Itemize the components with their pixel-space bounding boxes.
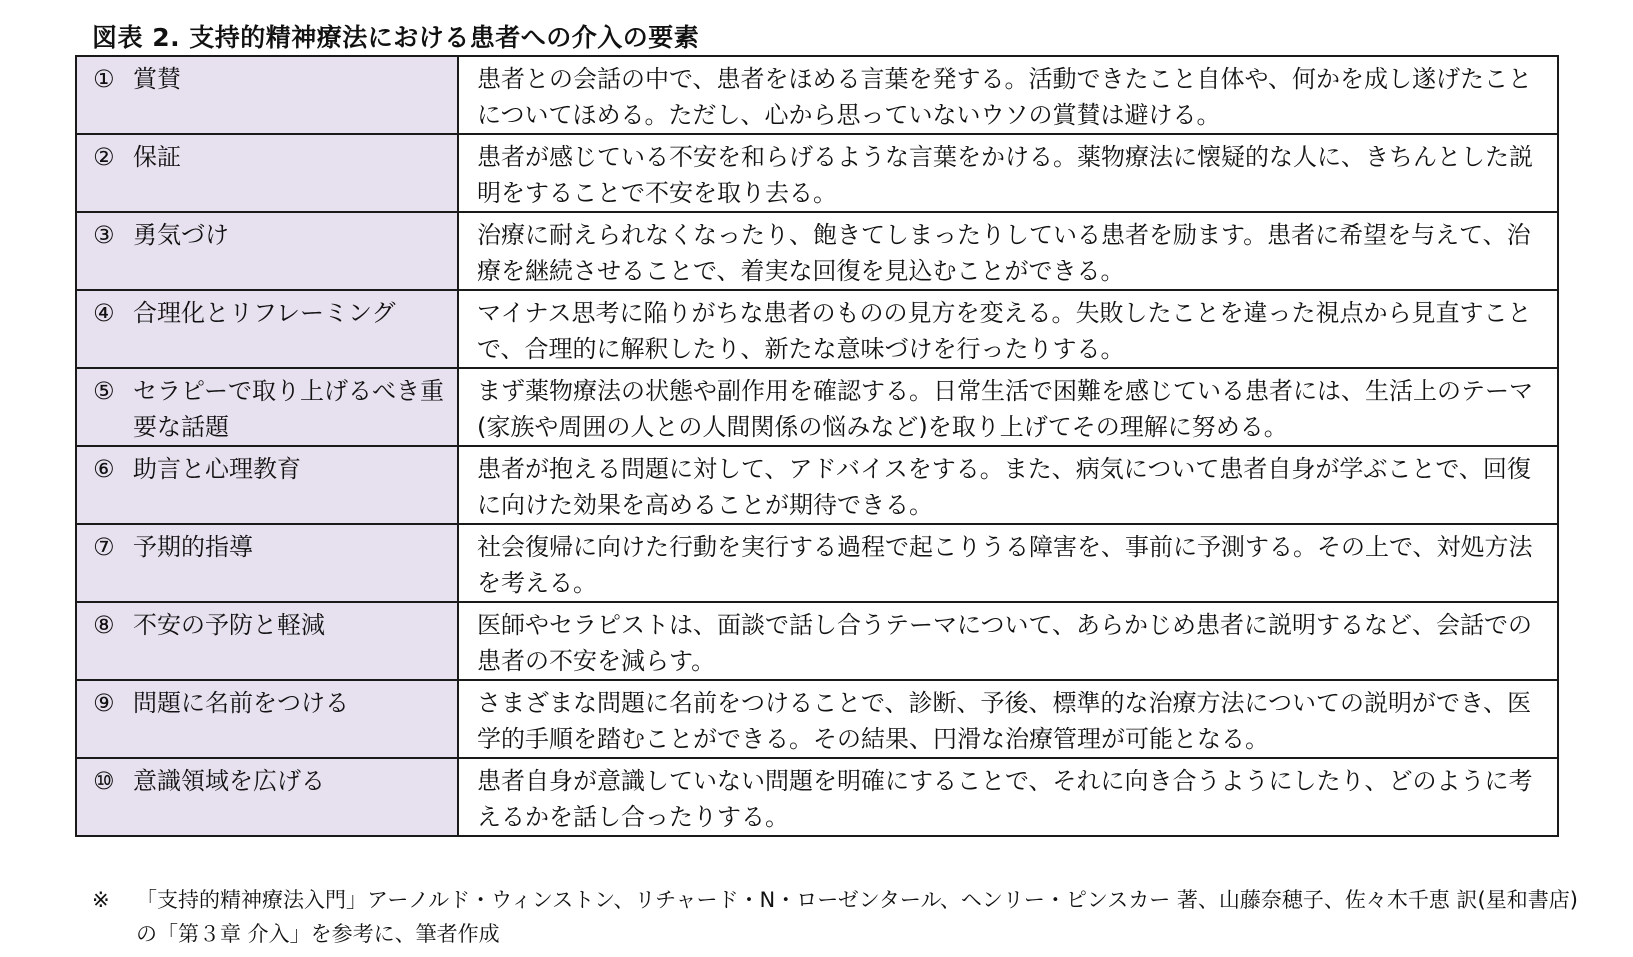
row-description: マイナス思考に陥りがちな患者のものの見方を変える。失敗したことを違った視点から見直すことで、合理的に解釈したり、新たな意味づけを行ったりする。: [458, 290, 1558, 368]
row-number: ⑦: [93, 533, 115, 561]
row-label-cell: [76, 368, 458, 446]
row-number: ①: [93, 65, 115, 93]
table-row: [76, 134, 1558, 212]
row-label: 助言と心理教育: [133, 455, 301, 483]
row-label-cell: [76, 446, 458, 524]
row-number: ③: [93, 221, 115, 249]
row-label-cell: [76, 290, 458, 368]
table-row: [76, 290, 1558, 368]
note-text: 「支持的精神療法入門」アーノルド・ウィンストン、リチャード・N・ローゼンタール、ヘンリー・ピンスカー 著、山藤奈穂子、佐々木千恵 訳(星和書店)の「第３章 介入」を参考に、筆者作成: [136, 888, 1578, 946]
row-description: 医師やセラピストは、面談で話し合うテーマについて、あらかじめ患者に説明するなど、会話での患者の不安を減らす。: [458, 602, 1558, 680]
table-row: [76, 524, 1558, 602]
table-row: [76, 602, 1558, 680]
row-label: 意識領域を広げる: [133, 767, 325, 795]
row-label-cell: [76, 602, 458, 680]
row-number: ⑩: [93, 767, 115, 795]
row-description: 治療に耐えられなくなったり、飽きてしまったりしている患者を励ます。患者に希望を与えて、治療を継続させることで、着実な回復を見込むことができる。: [458, 212, 1558, 290]
table-row: [76, 680, 1558, 758]
row-description: 患者との会話の中で、患者をほめる言葉を発する。活動できたこと自体や、何かを成し遂げたことについてほめる。ただし、心から思っていないウソの賞賛は避ける。: [458, 56, 1558, 134]
row-label-cell: [76, 524, 458, 602]
intervention-table: [75, 55, 1559, 837]
row-label-cell: [76, 134, 458, 212]
row-label: 賞賛: [133, 65, 181, 93]
row-number: ⑤: [93, 377, 115, 405]
row-number: ⑥: [93, 455, 115, 483]
row-label-cell: [76, 212, 458, 290]
row-label: 保証: [133, 143, 181, 171]
row-label-cell: [76, 680, 458, 758]
row-label: 勇気づけ: [133, 221, 229, 249]
row-description: まず薬物療法の状態や副作用を確認する。日常生活で困難を感じている患者には、生活上のテーマ(家族や周囲の人との人間関係の悩みなど)を取り上げてその理解に努める。: [458, 368, 1558, 446]
row-label: 合理化とリフレーミング: [133, 299, 396, 327]
row-number: ②: [93, 143, 115, 171]
row-label-cell: [76, 56, 458, 134]
row-description: 患者が抱える問題に対して、アドバイスをする。また、病気について患者自身が学ぶことで、回復に向けた効果を高めることが期待できる。: [458, 446, 1558, 524]
row-label: セラピーで取り上げるべき重要な話題: [133, 377, 445, 441]
row-label: 問題に名前をつける: [133, 689, 349, 717]
table-row: [76, 212, 1558, 290]
source-note: [92, 883, 1596, 951]
figure-title: 図表 2. 支持的精神療法における患者への介入の要素: [92, 23, 700, 52]
row-number: ⑨: [93, 689, 115, 717]
row-description: さまざまな問題に名前をつけることで、診断、予後、標準的な治療方法についての説明ができ、医学的手順を踏むことができる。その結果、円滑な治療管理が可能となる。: [458, 680, 1558, 758]
row-label: 不安の予防と軽減: [133, 611, 325, 639]
row-description: 患者が感じている不安を和らげるような言葉をかける。薬物療法に懐疑的な人に、きちんとした説明をすることで不安を取り去る。: [458, 134, 1558, 212]
row-number: ④: [93, 299, 115, 327]
table-row: [76, 758, 1558, 836]
row-label-cell: [76, 758, 458, 836]
table-row: [76, 446, 1558, 524]
row-description: 社会復帰に向けた行動を実行する過程で起こりうる障害を、事前に予測する。その上で、対処方法を考える。: [458, 524, 1558, 602]
table-row: [76, 368, 1558, 446]
row-number: ⑧: [93, 611, 115, 639]
row-label: 予期的指導: [133, 533, 253, 561]
row-description: 患者自身が意識していない問題を明確にすることで、それに向き合うようにしたり、どのように考えるかを話し合ったりする。: [458, 758, 1558, 836]
table-row: [76, 56, 1558, 134]
note-mark: ※: [92, 888, 110, 912]
